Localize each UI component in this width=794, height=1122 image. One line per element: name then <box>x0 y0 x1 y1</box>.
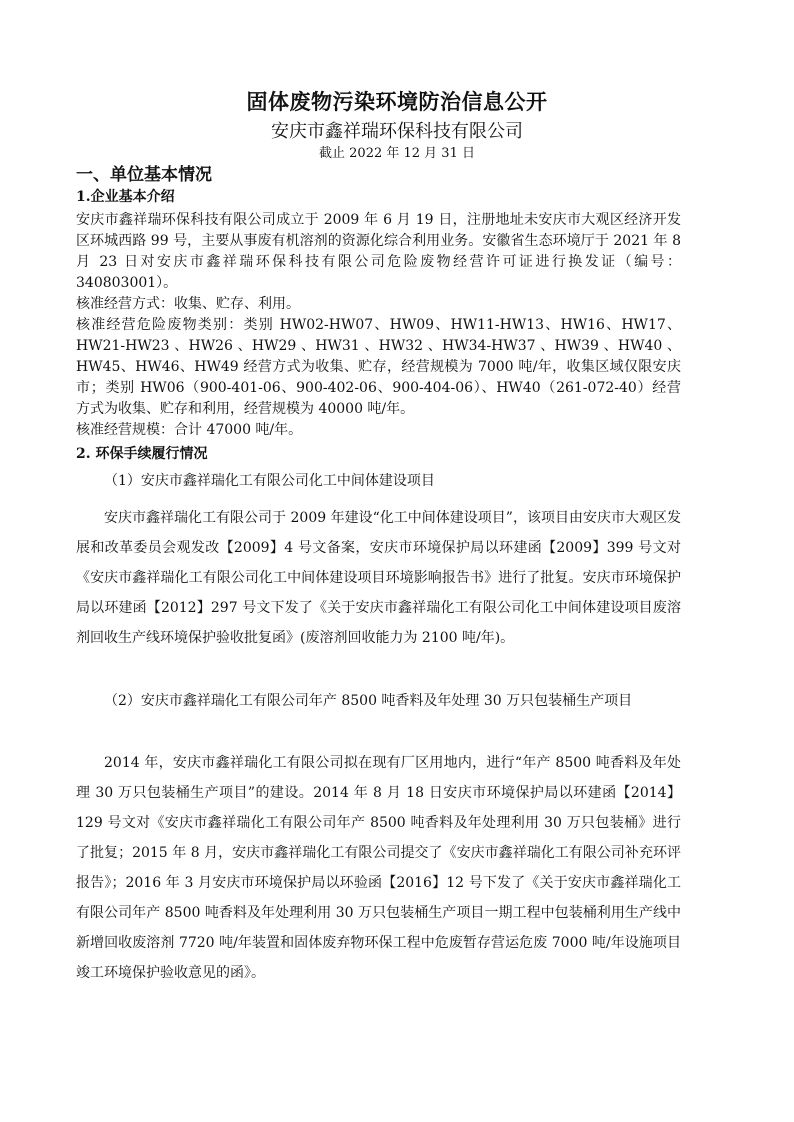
project-1-title: （1）安庆市鑫祥瑞化工有限公司化工中间体建设项目 <box>104 473 435 489</box>
subsection-heading-env-procedures: 2. 环保手续履行情况 <box>76 446 208 462</box>
project-1-body: 安庆市鑫祥瑞化工有限公司于 2009 年建设“化工中间体建设项目”，该项目由安庆市大观区发展和改革委员会观发改【2009】4 号文备案，安庆市环境保护局以环建函【2009】399 号文对《安庆市鑫祥瑞化工有限公司化工中间体建设项目环境影响报告书》进行了批复。安庆市环境保护局以环建函【2012】297 号文下发了《关于安庆市鑫祥瑞化工有限公司化工中间体建设项目废溶剂回收生产线环境保护验收批复函》(废溶剂回收能力为 2100 吨/年)。 <box>76 510 681 646</box>
project-2-body: 2014 年，安庆市鑫祥瑞化工有限公司拟在现有厂区用地内，进行“年产 8500 吨香料及年处理 30 万只包装桶生产项目”的建设。2014 年 8 月 18 日安庆市环境保护局以环建函【2014】129 号文对《安庆市鑫祥瑞化工有限公司年产 8500 吨香料及年处理利用 30 万只包装桶》进行了批复；2015 年 8 月，安庆市鑫祥瑞化工有限公司提交了《安庆市鑫祥瑞化工有限公司补充环评报告》；2016 年 3 月安庆市环境保护局以环验函【2016】12 号下发了《关于安庆市鑫祥瑞化工有限公司年产 8500 吨香料及年处理利用 30 万只包装桶生产项目一期工程中包装桶利用生产线中新增回收废溶剂 7720 吨/年装置和固体废弃物环保工程中危废暂存营运危废 7000 吨/年设施项目竣工环境保护验收意见的函》。 <box>76 755 681 981</box>
approved-mode-paragraph: 核准经营方式：收集、贮存、利用。 <box>76 296 300 312</box>
company-name: 安庆市鑫祥瑞环保科技有限公司 <box>271 121 523 142</box>
company-intro-paragraph: 安庆市鑫祥瑞环保科技有限公司成立于 2009 年 6 月 19 日，注册地址未安庆市大观区经济开发区环城西路 99 号，主要从事废有机溶剂的资源化综合利用业务。安徽省生态环境厅于 2021 年 8 月 23 日对安庆市鑫祥瑞环保科技有限公司危险废物经营许可证进行换发证（编号：340803001）。 <box>76 212 681 291</box>
section-heading-basic-info: 一、单位基本情况 <box>76 165 212 185</box>
report-date: 截止 2022 年 12 月 31 日 <box>319 146 475 161</box>
subsection-heading-intro: 1.企业基本介绍 <box>76 189 175 205</box>
approved-categories-paragraph: 核准经营危险废物类别：类别 HW02-HW07、HW09、HW11-HW13、HW16、HW17、HW21-HW23 、HW26 、HW29 、HW31 、HW32 、HW34-HW37 、HW39 、HW40 、HW45、HW46、HW49 经营方式为收集、贮存，经营规模为 7000 吨/年，收集区域仅限安庆市；类别 HW06（900-401-06、900-402-06、900-404-06）、HW40（261-072-40）经营方式为收集、贮存和利用，经营规模为 40000 吨/年。 <box>76 317 681 417</box>
document-title: 固体废物污染环境防治信息公开 <box>246 89 548 114</box>
approved-scale-paragraph: 核准经营规模：合计 47000 吨/年。 <box>76 422 303 438</box>
project-2-title: （2）安庆市鑫祥瑞化工有限公司年产 8500 吨香料及年处理 30 万只包装桶生产项目 <box>104 693 633 709</box>
